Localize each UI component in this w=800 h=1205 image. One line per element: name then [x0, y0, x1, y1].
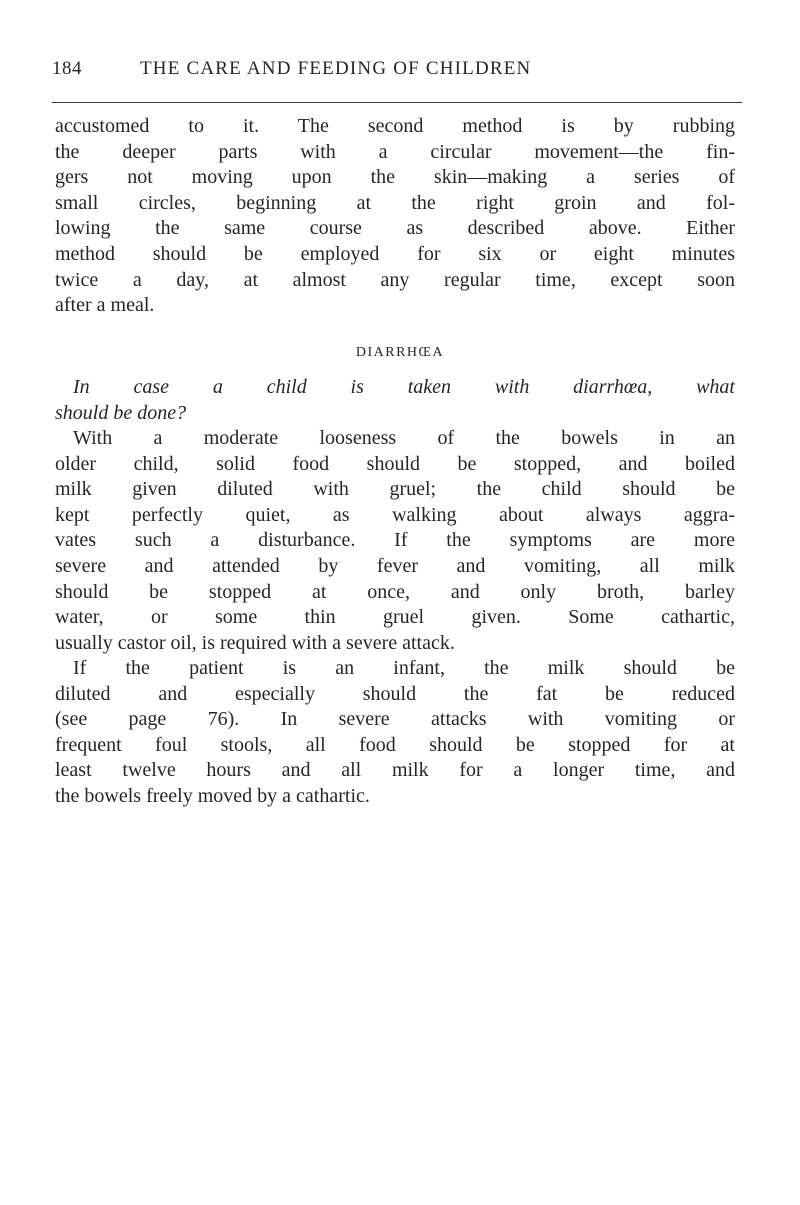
text-line: twice a day, at almost any regular time, except soon: [55, 268, 735, 291]
text-line: lowing the same course as described above. Either: [55, 217, 735, 240]
text-line: accustomed to it. The second method is by rubbing: [55, 115, 735, 137]
text-line: older child, solid food should be stopped, and boiled: [55, 452, 735, 475]
question: [55, 375, 735, 426]
text-line: severe and attended by fever and vomiting, all milk: [55, 554, 735, 577]
text-line: In case a child is taken with diarrhœa, what: [73, 376, 735, 398]
answer-paragraph: [55, 426, 735, 656]
infant-paragraph: [55, 656, 735, 810]
text-line: diluted and especially should the fat be reduced: [55, 682, 735, 705]
text-line: the bowels freely moved by a cathartic.: [55, 784, 370, 807]
text-line: frequent foul stools, all food should be stopped for at: [55, 733, 735, 756]
text-line: should be done?: [55, 401, 187, 424]
text-line: usually castor oil, is required with a severe attack.: [55, 631, 455, 654]
text-line: after a meal.: [55, 294, 155, 317]
header-rule: [52, 102, 742, 103]
text-line: If the patient is an infant, the milk should be: [73, 657, 735, 679]
paragraph-continuation: [55, 114, 735, 319]
section-heading: DIARRHŒA: [355, 345, 445, 360]
text-line: the deeper parts with a circular movement—the fin-: [55, 140, 735, 163]
text-line: should be stopped at once, and only broth, barley: [55, 580, 735, 603]
text-line: method should be employed for six or eight minutes: [55, 242, 735, 265]
running-title: THE CARE AND FEEDING OF CHILDREN: [140, 58, 532, 79]
text-line: least twelve hours and all milk for a longer time, and: [55, 759, 735, 782]
text-line: kept perfectly quiet, as walking about always aggra-: [55, 503, 735, 526]
text-line: vates such a disturbance. If the symptoms are more: [55, 529, 735, 552]
running-head: [52, 48, 742, 88]
page-number: 184: [52, 58, 82, 79]
text-line: milk given diluted with gruel; the child should be: [55, 478, 735, 501]
text-line: small circles, beginning at the right groin and fol-: [55, 191, 735, 214]
text-line: (see page 76). In severe attacks with vomiting or: [55, 708, 735, 731]
text-line: With a moderate looseness of the bowels in an: [73, 427, 735, 449]
text-line: gers not moving upon the skin—making a series of: [55, 166, 735, 189]
text-line: water, or some thin gruel given. Some cathartic,: [55, 606, 735, 629]
